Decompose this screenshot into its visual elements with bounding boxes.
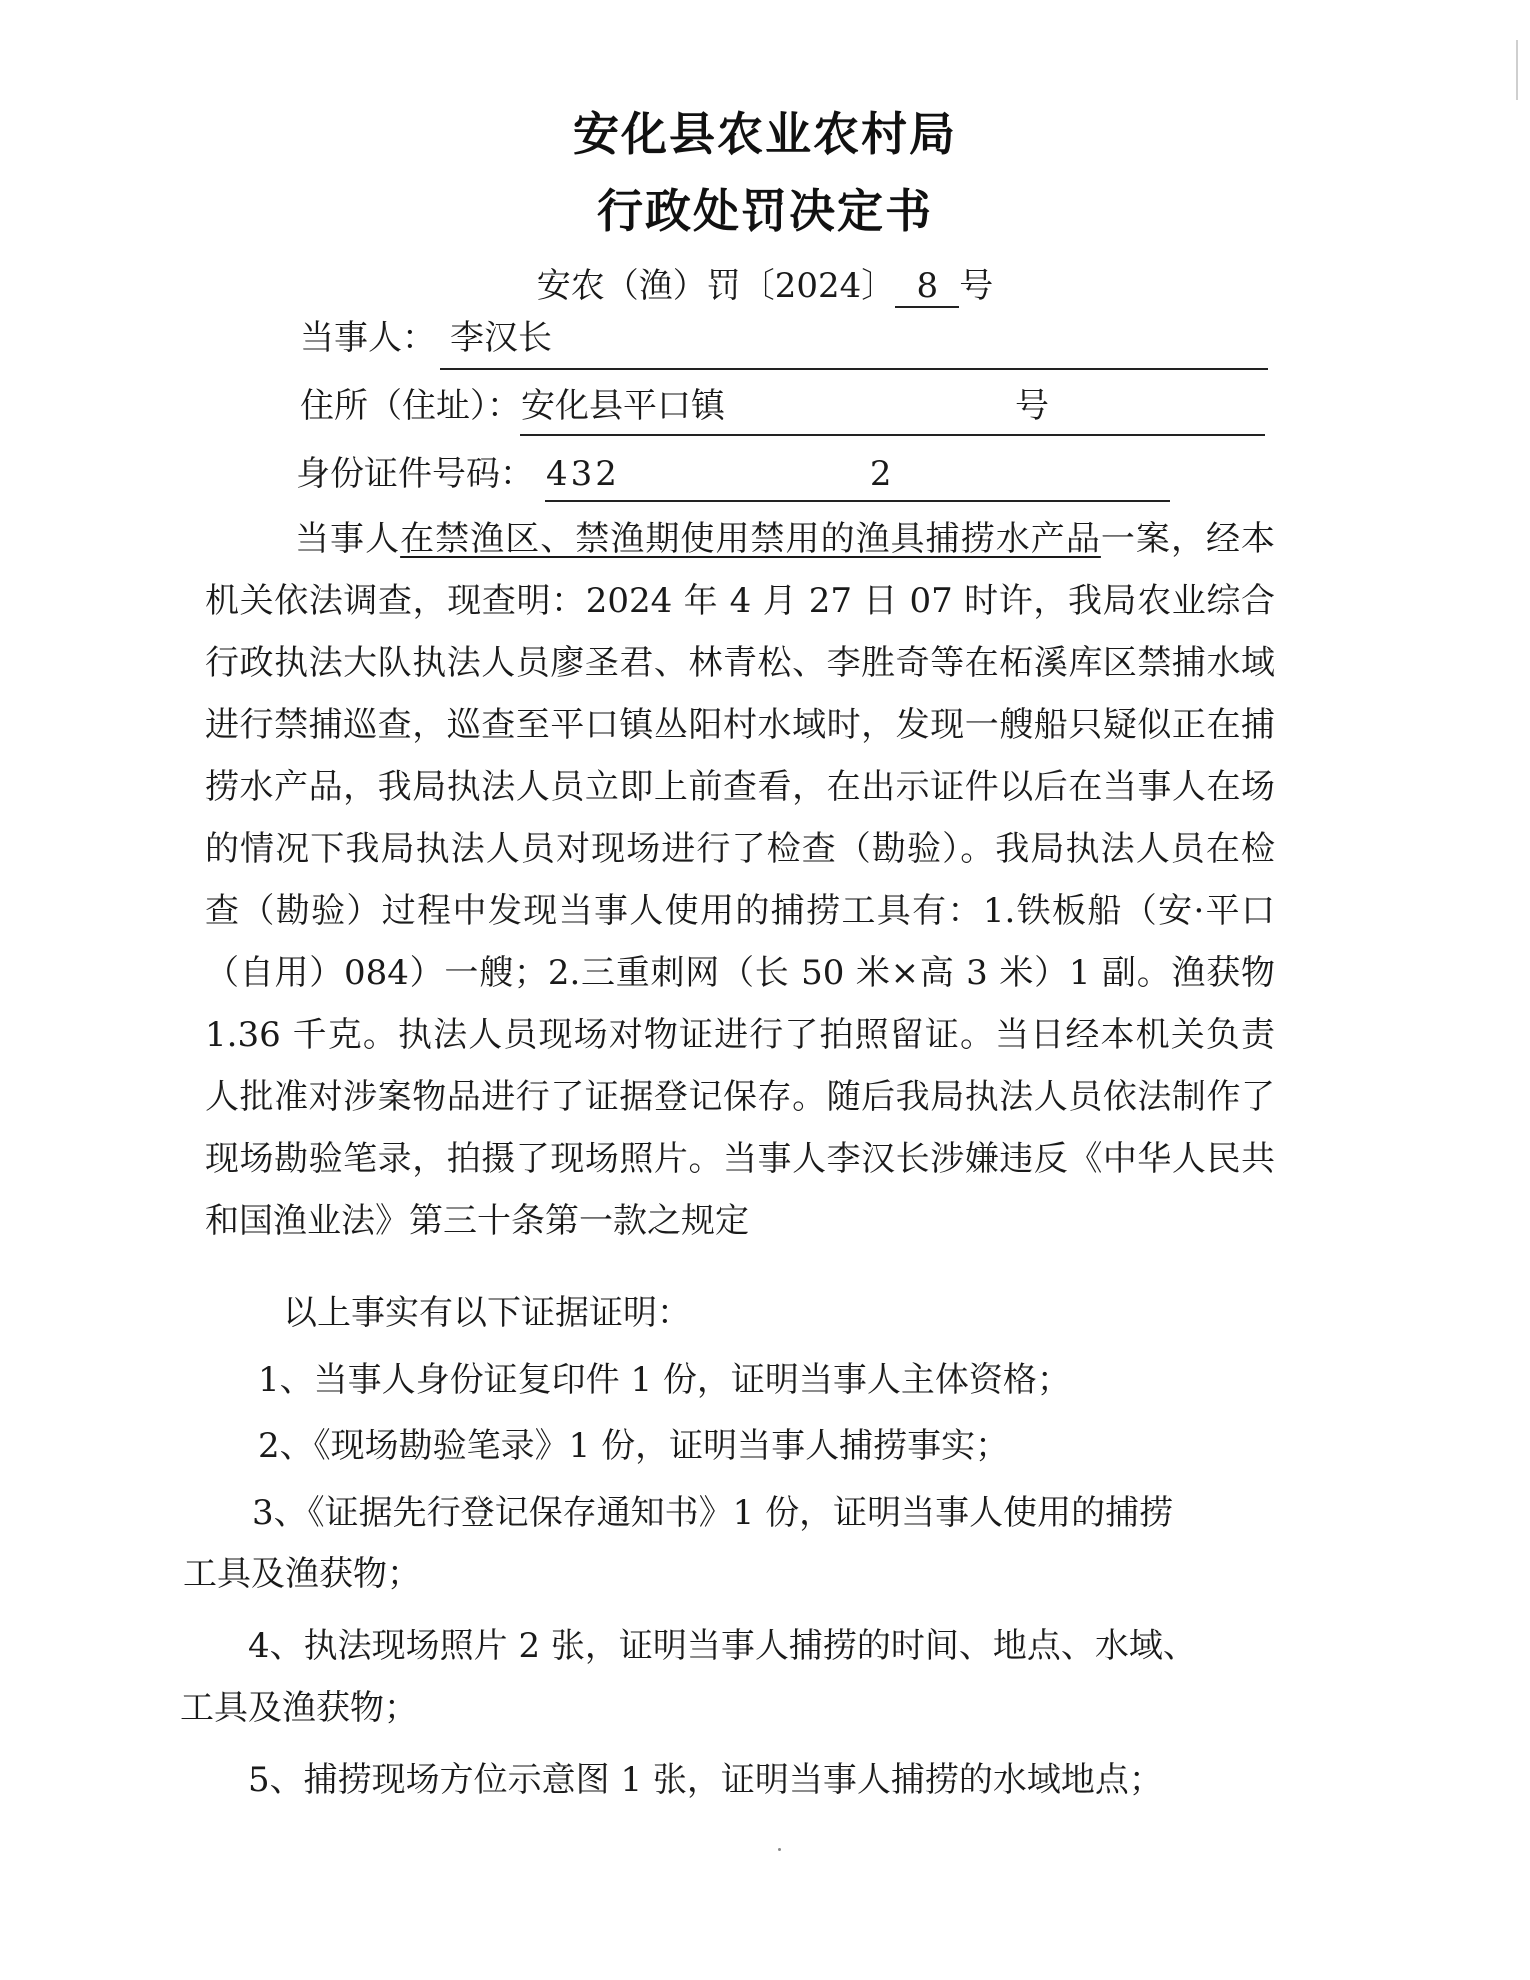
evidence-item-3: 3、《证据先行登记保存通知书》1 份，证明当事人使用的捕捞 — [252, 1493, 1174, 1533]
document-type-title: 行政处罚决定书 — [597, 184, 933, 238]
case-intro-lead: 当事人 — [295, 519, 401, 559]
party-name-label: 当事人： — [300, 318, 436, 358]
id-number-underline — [545, 500, 1170, 502]
address-field — [300, 378, 1049, 427]
evidence-item-4-continued: 工具及渔获物； — [180, 1688, 418, 1728]
document-number-suffix: 号 — [959, 266, 994, 306]
document-number-prefix: 安农（渔）罚〔2024〕 — [536, 266, 896, 306]
agency-title: 安化县农业农村局 — [573, 107, 957, 161]
scan-speck — [778, 1848, 781, 1851]
evidence-item-2: 2、《现场勘验笔录》1 份，证明当事人捕捞事实； — [258, 1426, 1010, 1466]
evidence-intro: 以上事实有以下证据证明： — [283, 1293, 691, 1333]
id-number-field — [296, 446, 892, 495]
party-name-field — [300, 310, 552, 359]
document-number-value: 8 — [895, 266, 959, 308]
scan-edge-mark — [1516, 40, 1518, 100]
evidence-item-1: 1、当事人身份证复印件 1 份，证明当事人主体资格； — [258, 1360, 1071, 1400]
document-number — [0, 258, 1530, 308]
case-facts: 一案，经本机关依法调查，现查明：2024 年 4 月 27 日 07 时许，我局农业综合行政执法大队执法人员廖圣君、林青松、李胜奇等在柘溪库区禁捕水域进行禁捕巡查，巡查至平口镇丛阳村水域时，发现一艘船只疑似正在捕捞水产品，我局执法人员立即上前查看，在出示证件以后在当事人在场的情况下我局执法人员对现场进行了检查（勘验）。我局执法人员在检查（勘验）过程中发现当事人使用的捕捞工具有：1.铁板船（安·平口（自用）084）一艘；2.三重刺网（长 50 米×高 3 米）1 副。渔获物 1.36 千克。执法人员现场对物证进行了拍照留证。当日经本机关负责人批准对涉案物品进行了证据登记保存。随后我局执法人员依法制作了现场勘验笔录，拍摄了现场照片。当事人李汉长涉嫌违反《中华人民共和国渔业法》第三十条第一款之规定 — [205, 519, 1276, 1241]
case-facts-paragraph — [205, 508, 1275, 1252]
evidence-item-5: 5、捕捞现场方位示意图 1 张，证明当事人捕捞的水域地点； — [248, 1760, 1163, 1800]
evidence-item-4: 4、执法现场照片 2 张，证明当事人捕捞的时间、地点、水域、 — [248, 1626, 1197, 1666]
id-number-redaction — [620, 461, 870, 491]
party-name-value: 李汉长 — [450, 318, 552, 358]
evidence-item-3-continued: 工具及渔获物； — [183, 1554, 421, 1594]
address-value: 安化县平口镇 — [521, 386, 725, 426]
address-suffix: 号 — [1015, 386, 1049, 426]
address-redaction — [725, 393, 1015, 423]
id-number-suffix: 2 — [869, 454, 892, 494]
id-number-label: 身份证件号码： — [296, 454, 534, 494]
party-name-underline — [440, 368, 1268, 370]
case-name: 在禁渔区、禁渔期使用禁用的渔具捕捞水产品 — [400, 519, 1101, 559]
address-underline — [520, 434, 1265, 436]
address-label: 住所（住址）： — [300, 386, 521, 426]
id-number-prefix: 432 — [546, 454, 620, 494]
